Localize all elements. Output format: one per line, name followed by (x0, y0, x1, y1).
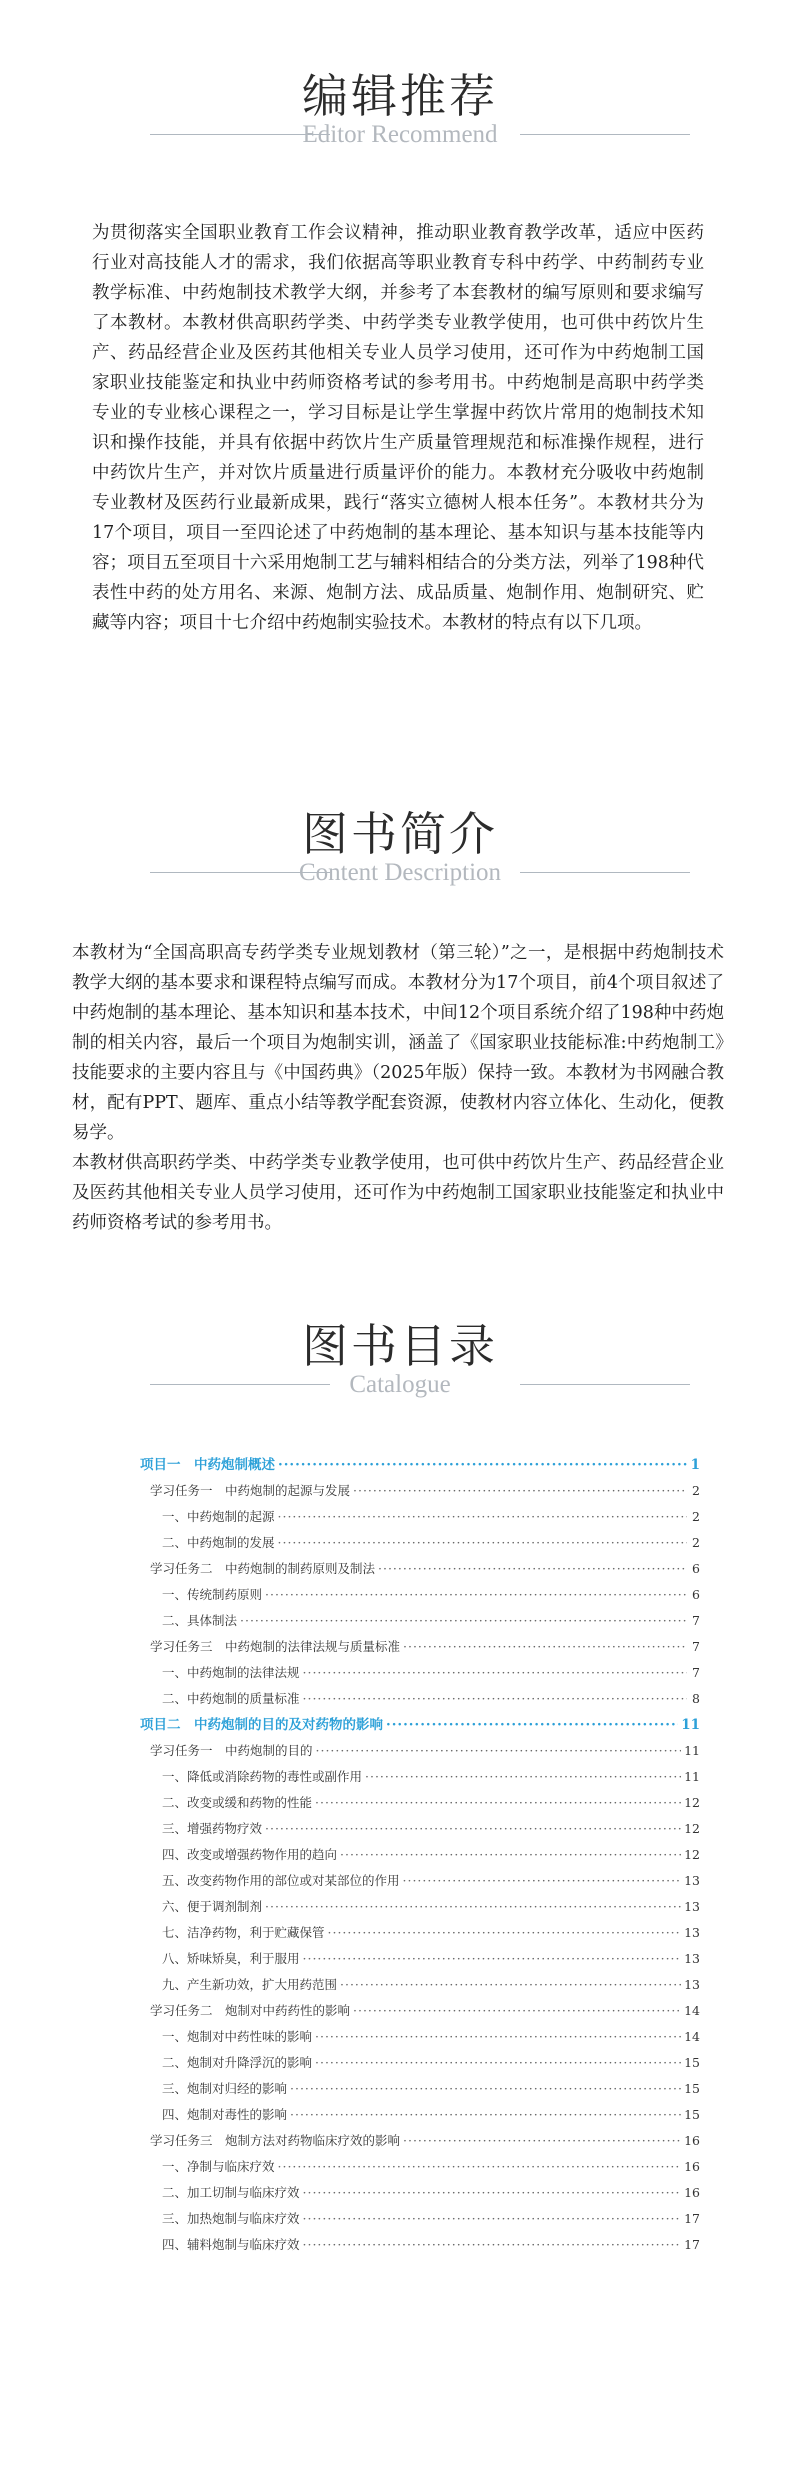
toc-dot-leader (403, 2128, 681, 2154)
toc-item-row[interactable] (140, 1530, 700, 1556)
toc-item-row[interactable] (140, 2180, 700, 2206)
toc-dot-leader (278, 1452, 687, 1478)
toc-page-number: 13 (684, 1873, 700, 1888)
toc-dot-leader (265, 1582, 687, 1608)
toc-page-number: 7 (692, 1639, 700, 1654)
toc-entry-title: 七、洁净药物，利于贮藏保管 (162, 1925, 325, 1940)
toc-dot-leader (365, 1764, 681, 1790)
toc-entry-title: 一、传统制药原则 (162, 1587, 263, 1602)
toc-item-row[interactable] (140, 2076, 700, 2102)
table-of-contents (140, 1452, 700, 2258)
toc-page-number: 8 (692, 1691, 700, 1706)
toc-dot-leader (278, 2154, 682, 2180)
toc-task-row[interactable] (140, 1738, 700, 1764)
toc-page-number: 14 (684, 2003, 700, 2018)
toc-page-number: 12 (684, 1821, 700, 1836)
toc-entry-title: 学习任务二 中药炮制的制药原则及制法 (150, 1561, 376, 1576)
toc-page-number: 13 (684, 1951, 700, 1966)
toc-dot-leader (303, 2232, 682, 2258)
toc-dot-leader (240, 1608, 687, 1634)
toc-entry-title: 项目一 中药炮制概述 (140, 1457, 275, 1473)
toc-item-row[interactable] (140, 1816, 700, 1842)
toc-item-row[interactable] (140, 2232, 700, 2258)
toc-item-row[interactable] (140, 1972, 700, 1998)
toc-page-number: 13 (684, 1899, 700, 1914)
editor-recommend-text (92, 218, 704, 638)
toc-entry-title: 学习任务一 中药炮制的目的 (150, 1743, 313, 1758)
toc-page-number: 15 (684, 2055, 700, 2070)
toc-dot-leader (316, 1738, 682, 1764)
toc-entry-title: 一、炮制对中药性味的影响 (162, 2029, 313, 2044)
toc-entry-title: 四、炮制对毒性的影响 (162, 2107, 288, 2122)
toc-item-row[interactable] (140, 2024, 700, 2050)
toc-item-row[interactable] (140, 2206, 700, 2232)
toc-page-number: 13 (684, 1977, 700, 1992)
toc-entry-title: 一、净制与临床疗效 (162, 2159, 275, 2174)
toc-item-row[interactable] (140, 2154, 700, 2180)
toc-entry-title: 三、炮制对归经的影响 (162, 2081, 288, 2096)
toc-entry-title: 六、便于调剂制剂 (162, 1899, 263, 1914)
toc-task-row[interactable] (140, 1634, 700, 1660)
toc-page-number: 11 (684, 1743, 700, 1758)
toc-entry-title: 二、具体制法 (162, 1613, 238, 1628)
toc-page-number: 16 (684, 2185, 700, 2200)
content-description-subtitle: Content Description (298, 859, 502, 886)
toc-page-number: 12 (684, 1847, 700, 1862)
toc-dot-leader (386, 1712, 678, 1738)
toc-page-number: 11 (684, 1769, 700, 1784)
toc-page-number: 7 (692, 1613, 700, 1628)
toc-entry-title: 三、增强药物疗效 (162, 1821, 263, 1836)
toc-entry-title: 九、产生新功效，扩大用药范围 (162, 1977, 338, 1992)
toc-page-number: 15 (684, 2107, 700, 2122)
toc-item-row[interactable] (140, 2050, 700, 2076)
toc-page-number: 15 (684, 2081, 700, 2096)
catalogue-header (0, 1318, 800, 1428)
toc-task-row[interactable] (140, 1556, 700, 1582)
toc-entry-title: 学习任务一 中药炮制的起源与发展 (150, 1483, 351, 1498)
toc-dot-leader (378, 1556, 687, 1582)
toc-dot-leader (353, 1998, 681, 2024)
toc-page-number: 6 (692, 1587, 700, 1602)
toc-dot-leader (303, 1946, 682, 1972)
toc-item-row[interactable] (140, 1582, 700, 1608)
toc-entry-title: 一、中药炮制的起源 (162, 1509, 275, 1524)
toc-item-row[interactable] (140, 1790, 700, 1816)
content-description-title: 图书简介 (302, 807, 498, 861)
toc-page-number: 2 (692, 1535, 700, 1550)
toc-item-row[interactable] (140, 1660, 700, 1686)
toc-item-row[interactable] (140, 2102, 700, 2128)
toc-item-row[interactable] (140, 1920, 700, 1946)
toc-item-row[interactable] (140, 1504, 700, 1530)
catalogue-subtitle: Catalogue (349, 1371, 451, 1398)
toc-page-number: 17 (684, 2237, 700, 2252)
toc-item-row[interactable] (140, 1868, 700, 1894)
toc-dot-leader (403, 1868, 682, 1894)
toc-entry-title: 一、中药炮制的法律法规 (162, 1665, 300, 1680)
toc-dot-leader (278, 1504, 687, 1530)
toc-entry-title: 四、辅料炮制与临床疗效 (162, 2237, 300, 2252)
toc-entry-title: 八、矫味矫臭，利于服用 (162, 1951, 300, 1966)
toc-dot-leader (353, 1478, 687, 1504)
toc-dot-leader (328, 1920, 682, 1946)
toc-dot-leader (315, 2050, 681, 2076)
toc-entry-title: 一、降低或消除药物的毒性或副作用 (162, 1769, 363, 1784)
toc-entry-title: 四、改变或增强药物作用的趋向 (162, 1847, 338, 1862)
toc-project-row[interactable] (140, 1452, 700, 1478)
toc-dot-leader (303, 2180, 682, 2206)
toc-task-row[interactable] (140, 2128, 700, 2154)
paragraph: 本教材为“全国高职高专药学类专业规划教材（第三轮）”之一，是根据中药炮制技术教学大纲的基本要求和课程特点编写而成。本教材分为17个项目，前4个项目叙述了中药炮制的基本理论、基本知识和基本技术，中间12个项目系统介绍了198种中药炮制的相关内容，最后一个项目为炮制实训，涵盖了《国家职业技能标准:中药炮制工》技能要求的主要内容且与《中国药典》（2025年版）保持一致。本教材为书网融合教材，配有PPT、题库、重点小结等教学配套资源，使教材内容立体化、生动化，便教易学。 (72, 943, 724, 1143)
toc-dot-leader (303, 1686, 687, 1712)
toc-task-row[interactable] (140, 1998, 700, 2024)
toc-entry-title: 二、加工切制与临床疗效 (162, 2185, 300, 2200)
toc-page-number: 7 (692, 1665, 700, 1680)
toc-dot-leader (303, 2206, 682, 2232)
toc-entry-title: 学习任务二 炮制对中药药性的影响 (150, 2003, 351, 2018)
toc-entry-title: 二、改变或缓和药物的性能 (162, 1795, 313, 1810)
toc-page-number: 2 (692, 1483, 700, 1498)
toc-project-row[interactable] (140, 1712, 700, 1738)
toc-page-number: 6 (692, 1561, 700, 1576)
toc-dot-leader (340, 1842, 681, 1868)
toc-entry-title: 学习任务三 中药炮制的法律法规与质量标准 (150, 1639, 401, 1654)
toc-item-row[interactable] (140, 1842, 700, 1868)
toc-task-row[interactable] (140, 1478, 700, 1504)
toc-dot-leader (340, 1972, 681, 1998)
toc-page-number: 16 (684, 2133, 700, 2148)
toc-item-row[interactable] (140, 1686, 700, 1712)
toc-dot-leader (290, 2076, 681, 2102)
toc-entry-title: 二、中药炮制的质量标准 (162, 1691, 300, 1706)
toc-item-row[interactable] (140, 1894, 700, 1920)
toc-dot-leader (265, 1816, 681, 1842)
content-description-header (0, 806, 800, 916)
toc-entry-title: 三、加热炮制与临床疗效 (162, 2211, 300, 2226)
editor-recommend-title: 编辑推荐 (302, 69, 498, 123)
catalogue-title: 图书目录 (302, 1319, 498, 1373)
paragraph: 为贯彻落实全国职业教育工作会议精神，推动职业教育教学改革，适应中医药行业对高技能人才的需求，我们依据高等职业教育专科中药学、中药制药专业教学标准、中药炮制技术教学大纲，并参考了本套教材的编写原则和要求编写了本教材。本教材供高职药学类、中药学类专业教学使用，也可供中药饮片生产、药品经营企业及医药其他相关专业人员学习使用，还可作为中药炮制工国家职业技能鉴定和执业中药师资格考试的参考用书。中药炮制是高职中药学类专业的专业核心课程之一，学习目标是让学生掌握中药饮片常用的炮制技术知识和操作技能，并具有依据中药饮片生产质量管理规范和标准操作规程，进行中药饮片生产，并对饮片质量进行质量评价的能力。本教材充分吸收中药炮制专业教材及医药行业最新成果，践行“落实立德树人根本任务”。本教材共分为17个项目，项目一至四论述了中药炮制的基本理论、基本知识与基本技能等内容；项目五至项目十六采用炮制工艺与辅料相结合的分类方法，列举了198种代表性中药的处方用名、来源、炮制方法、成品质量、炮制作用、炮制研究、贮藏等内容；项目十七介绍中药炮制实验技术。本教材的特点有以下几项。 (92, 223, 704, 633)
paragraph: 本教材供高职药学类、中药学类专业教学使用，也可供中药饮片生产、药品经营企业及医药其他相关专业人员学习使用，还可作为中药炮制工国家职业技能鉴定和执业中药师资格考试的参考用书。 (72, 1153, 724, 1233)
toc-page-number: 1 (690, 1457, 700, 1473)
toc-page-number: 17 (684, 2211, 700, 2226)
toc-item-row[interactable] (140, 1764, 700, 1790)
toc-page-number: 16 (684, 2159, 700, 2174)
toc-entry-title: 二、中药炮制的发展 (162, 1535, 275, 1550)
toc-dot-leader (278, 1530, 687, 1556)
toc-dot-leader (315, 1790, 681, 1816)
toc-item-row[interactable] (140, 1608, 700, 1634)
toc-page-number: 2 (692, 1509, 700, 1524)
toc-page-number: 14 (684, 2029, 700, 2044)
toc-dot-leader (290, 2102, 681, 2128)
toc-entry-title: 二、炮制对升降浮沉的影响 (162, 2055, 313, 2070)
content-description-text (72, 938, 724, 1238)
toc-item-row[interactable] (140, 1946, 700, 1972)
toc-dot-leader (303, 1660, 687, 1686)
toc-entry-title: 学习任务三 炮制方法对药物临床疗效的影响 (150, 2133, 401, 2148)
toc-page-number: 11 (681, 1717, 700, 1733)
toc-page-number: 12 (684, 1795, 700, 1810)
toc-entry-title: 项目二 中药炮制的目的及对药物的影响 (140, 1717, 383, 1733)
editor-recommend-subtitle: Editor Recommend (302, 121, 498, 148)
toc-page-number: 13 (684, 1925, 700, 1940)
toc-dot-leader (315, 2024, 681, 2050)
toc-dot-leader (265, 1894, 681, 1920)
toc-dot-leader (403, 1634, 687, 1660)
editor-recommend-header (0, 68, 800, 178)
toc-entry-title: 五、改变药物作用的部位或对某部位的作用 (162, 1873, 400, 1888)
